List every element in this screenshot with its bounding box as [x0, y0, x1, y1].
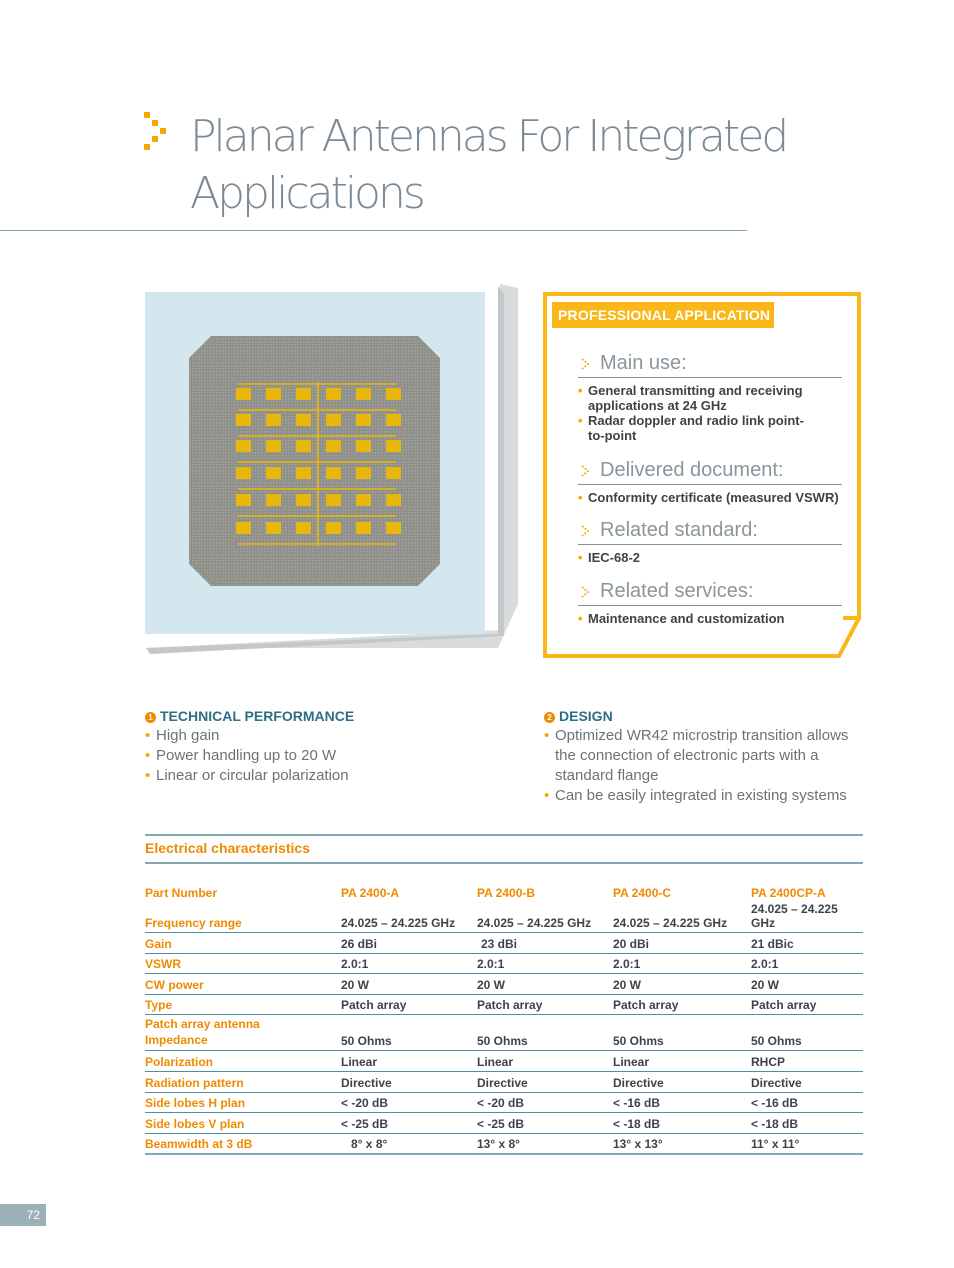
list-item: • IEC-68-2: [578, 550, 842, 565]
table-header-cell: PA 2400-A: [341, 886, 400, 900]
antenna-patch: [236, 494, 251, 506]
antenna-patch: [296, 388, 311, 400]
row-label: Side lobes H plan: [145, 1092, 341, 1113]
table-cell: 50 Ohms: [341, 1015, 477, 1051]
antenna-patch: [356, 494, 371, 506]
table-cell: Patch array: [477, 994, 613, 1015]
table-cell: < -25 dB: [477, 1113, 613, 1134]
antenna-patch: [326, 494, 341, 506]
table-row: [145, 1051, 863, 1072]
row-label: Gain: [145, 933, 341, 954]
antenna-patch: [386, 494, 401, 506]
table-cell: 11° x 11°: [751, 1133, 863, 1154]
row-label: VSWR: [145, 953, 341, 974]
table-row: [145, 902, 863, 933]
electrical-characteristics-table: [145, 884, 863, 1155]
antenna-patch: [296, 414, 311, 426]
table-row: [145, 1015, 863, 1051]
table-header-cell: Part Number: [145, 886, 218, 900]
list-item: • Can be easily integrated in existing systems: [544, 786, 854, 806]
list-item: • Optimized WR42 microstrip transition allows the connection of electronic parts with a standard flange: [544, 726, 854, 786]
chevron-right-icon: [580, 585, 592, 599]
table-cell: < -20 dB: [477, 1092, 613, 1113]
table-row: [145, 953, 863, 974]
table-header-cell: PA 2400-C: [613, 886, 672, 900]
table-header-row: [145, 884, 863, 902]
antenna-patch: [266, 440, 281, 452]
table-cell: Linear: [477, 1051, 613, 1072]
table-cell: Patch array: [751, 994, 863, 1015]
table-cell: 13° x 13°: [613, 1133, 751, 1154]
table-cell: < -18 dB: [751, 1113, 863, 1134]
table-cell: Directive: [341, 1071, 477, 1092]
delivered-document-section: [578, 457, 842, 505]
antenna-patch: [386, 414, 401, 426]
table-row: [145, 974, 863, 995]
table-cell: 24.025 – 24.225 GHz: [477, 902, 613, 933]
table-cell: 24.025 – 24.225 GHz: [341, 902, 477, 933]
related-services-heading: Related services:: [600, 580, 754, 602]
design-heading: [544, 708, 613, 724]
table-cell: 20 W: [613, 974, 751, 995]
list-item: • Linear or circular polarization: [145, 766, 485, 786]
table-cell: 24.025 – 24.225 GHz: [751, 902, 863, 933]
table-row: [145, 1071, 863, 1092]
table-cell: Directive: [751, 1071, 863, 1092]
row-label: Radiation pattern: [145, 1071, 341, 1092]
antenna-patch: [356, 414, 371, 426]
table-header-cell: PA 2400CP-A: [751, 886, 826, 900]
antenna-patch: [296, 522, 311, 534]
row-label: Patch array antenna Impedance: [145, 1015, 341, 1051]
antenna-patch: [386, 522, 401, 534]
table-row: [145, 1113, 863, 1134]
antenna-patch: [326, 467, 341, 479]
electrical-characteristics-title: Electrical characteristics: [145, 840, 310, 856]
antenna-patch: [266, 388, 281, 400]
table-cell: 2.0:1: [477, 953, 613, 974]
page-number: 72: [0, 1204, 46, 1226]
table-cell: 2.0:1: [613, 953, 751, 974]
antenna-patch: [236, 388, 251, 400]
page-title: [190, 108, 790, 222]
delivered-document-heading: Delivered document:: [600, 459, 784, 481]
list-item: • Maintenance and customization: [578, 611, 842, 626]
antenna-patch: [236, 414, 251, 426]
antenna-patch: [266, 522, 281, 534]
table-row: [145, 933, 863, 954]
table-cell: Linear: [341, 1051, 477, 1072]
antenna-patch: [356, 522, 371, 534]
antenna-patch: [266, 467, 281, 479]
table-cell: < -16 dB: [613, 1092, 751, 1113]
antenna-patch: [326, 388, 341, 400]
related-standard-section: [578, 517, 842, 565]
title-squares-icon: [144, 112, 174, 158]
list-item: • Conformity certificate (measured VSWR): [578, 490, 842, 505]
page-title-line1: Planar Antennas For Integrated: [190, 111, 787, 162]
chevron-right-icon: [580, 464, 592, 478]
section-number-badge: 1: [145, 712, 156, 723]
table-cell: RHCP: [751, 1051, 863, 1072]
table-cell: Patch array: [341, 994, 477, 1015]
technical-performance-heading: [145, 708, 354, 724]
antenna-patch: [236, 440, 251, 452]
table-cell: < -25 dB: [341, 1113, 477, 1134]
table-cell: 50 Ohms: [751, 1015, 863, 1051]
antenna-patch: [296, 440, 311, 452]
main-use-heading: Main use:: [600, 352, 687, 374]
table-cell: 20 dBi: [613, 933, 751, 954]
table-cell: Directive: [613, 1071, 751, 1092]
table-cell: 2.0:1: [341, 953, 477, 974]
electrical-top-rule: [145, 834, 863, 836]
list-item: • General transmitting and receiving applications at 24 GHz: [578, 383, 808, 413]
table-row: [145, 994, 863, 1015]
table-cell: 20 W: [751, 974, 863, 995]
antenna-patch: [386, 388, 401, 400]
table-cell: 20 W: [341, 974, 477, 995]
row-label: Side lobes V plan: [145, 1113, 341, 1134]
table-cell: 50 Ohms: [613, 1015, 751, 1051]
table-cell: < -16 dB: [751, 1092, 863, 1113]
antenna-patch: [266, 494, 281, 506]
table-cell: 20 W: [477, 974, 613, 995]
chevron-right-icon: [580, 524, 592, 538]
list-item: • Radar doppler and radio link point-to-point: [578, 413, 808, 443]
table-cell: 21 dBic: [751, 933, 863, 954]
title-divider: [0, 230, 747, 231]
main-use-section: [578, 350, 842, 443]
list-item: • High gain: [145, 726, 485, 746]
page-title-line2: Applications: [190, 168, 423, 219]
table-cell: 2.0:1: [751, 953, 863, 974]
technical-performance-title: TECHNICAL PERFORMANCE: [160, 708, 355, 724]
professional-application-label: PROFESSIONAL APPLICATION: [552, 302, 774, 328]
row-label: Beamwidth at 3 dB: [145, 1133, 341, 1154]
list-item: • Power handling up to 20 W: [145, 746, 485, 766]
table-row: [145, 1133, 863, 1154]
table-cell: Patch array: [613, 994, 751, 1015]
table-row: [145, 1092, 863, 1113]
table-cell: 24.025 – 24.225 GHz: [613, 902, 751, 933]
antenna-patch: [326, 440, 341, 452]
related-standard-heading: Related standard:: [600, 519, 758, 541]
table-cell: Directive: [477, 1071, 613, 1092]
antenna-patch: [266, 414, 281, 426]
antenna-patch: [356, 467, 371, 479]
antenna-patch: [296, 494, 311, 506]
table-cell: < -18 dB: [613, 1113, 751, 1134]
table-cell: 50 Ohms: [477, 1015, 613, 1051]
design-list: [544, 726, 854, 806]
row-label: Type: [145, 994, 341, 1015]
electrical-title-rule: [145, 862, 863, 864]
table-header-cell: PA 2400-B: [477, 886, 536, 900]
table-cell: 13° x 8°: [477, 1133, 613, 1154]
row-label: CW power: [145, 974, 341, 995]
antenna-patch: [386, 440, 401, 452]
antenna-patch: [326, 522, 341, 534]
row-label: Polarization: [145, 1051, 341, 1072]
section-number-badge: 2: [544, 712, 555, 723]
antenna-patch: [356, 388, 371, 400]
antenna-patch: [386, 467, 401, 479]
table-cell: < -20 dB: [341, 1092, 477, 1113]
table-cell: Linear: [613, 1051, 751, 1072]
chevron-right-icon: [580, 357, 592, 371]
table-cell: 8° x 8°: [341, 1133, 477, 1154]
antenna-patch: [326, 414, 341, 426]
design-title: DESIGN: [559, 708, 613, 724]
row-label: Frequency range: [145, 902, 341, 933]
antenna-patch: [236, 522, 251, 534]
technical-performance-list: [145, 726, 485, 786]
product-photo: [138, 284, 518, 664]
table-cell: 23 dBi: [477, 933, 613, 954]
table-cell: 26 dBi: [341, 933, 477, 954]
related-services-section: [578, 578, 842, 626]
antenna-patch: [296, 467, 311, 479]
antenna-patch: [236, 467, 251, 479]
antenna-patch: [356, 440, 371, 452]
